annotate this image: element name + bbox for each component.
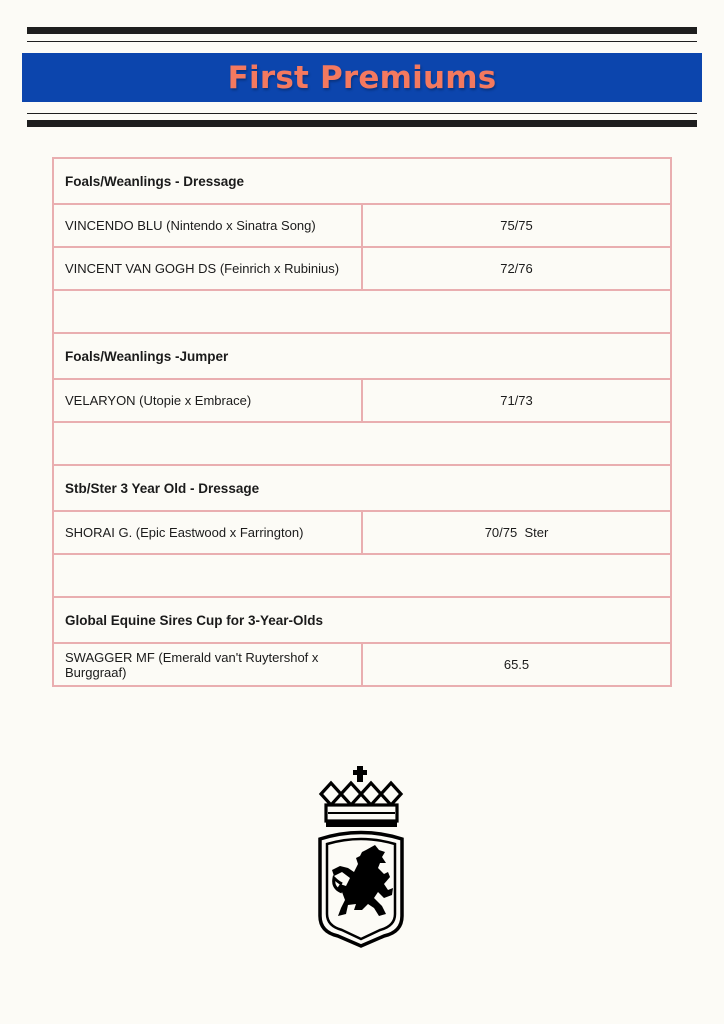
section-heading-row (53, 597, 671, 643)
table-row (53, 379, 671, 422)
empty-cell (53, 422, 671, 465)
page-title: First Premiums (227, 59, 497, 96)
bottom-rule-thick (27, 120, 697, 127)
section-heading: Foals/Weanlings - Dressage (53, 158, 671, 204)
section-heading: Foals/Weanlings -Jumper (53, 333, 671, 379)
bottom-rule-thin (27, 113, 697, 114)
empty-cell (53, 290, 671, 333)
horse-name: VELARYON (Utopie x Embrace) (53, 379, 362, 422)
spacer-row (53, 554, 671, 597)
title-banner (22, 53, 702, 102)
spacer-row (53, 290, 671, 333)
score: 72/76 (362, 247, 671, 290)
section-heading-row (53, 333, 671, 379)
table-row (53, 511, 671, 554)
horse-name: SWAGGER MF (Emerald van't Ruytershof x Burggraaf) (53, 643, 362, 686)
section-heading-row (53, 158, 671, 204)
horse-name: VINCENT VAN GOGH DS (Feinrich x Rubinius) (53, 247, 362, 290)
section-heading: Stb/Ster 3 Year Old - Dressage (53, 465, 671, 511)
score: 65.5 (362, 643, 671, 686)
section-heading: Global Equine Sires Cup for 3-Year-Olds (53, 597, 671, 643)
horse-name: SHORAI G. (Epic Eastwood x Farrington) (53, 511, 362, 554)
horse-name: VINCENDO BLU (Nintendo x Sinatra Song) (53, 204, 362, 247)
table-row (53, 247, 671, 290)
table-row (53, 204, 671, 247)
top-rule-thick (27, 27, 697, 34)
score: 70/75 Ster (362, 511, 671, 554)
spacer-row (53, 422, 671, 465)
score: 75/75 (362, 204, 671, 247)
top-rule-thin (27, 41, 697, 42)
table-row (53, 643, 671, 686)
premiums-table (52, 157, 672, 687)
crowned-lion-crest-icon (312, 764, 410, 954)
empty-cell (53, 554, 671, 597)
score: 71/73 (362, 379, 671, 422)
section-heading-row (53, 465, 671, 511)
